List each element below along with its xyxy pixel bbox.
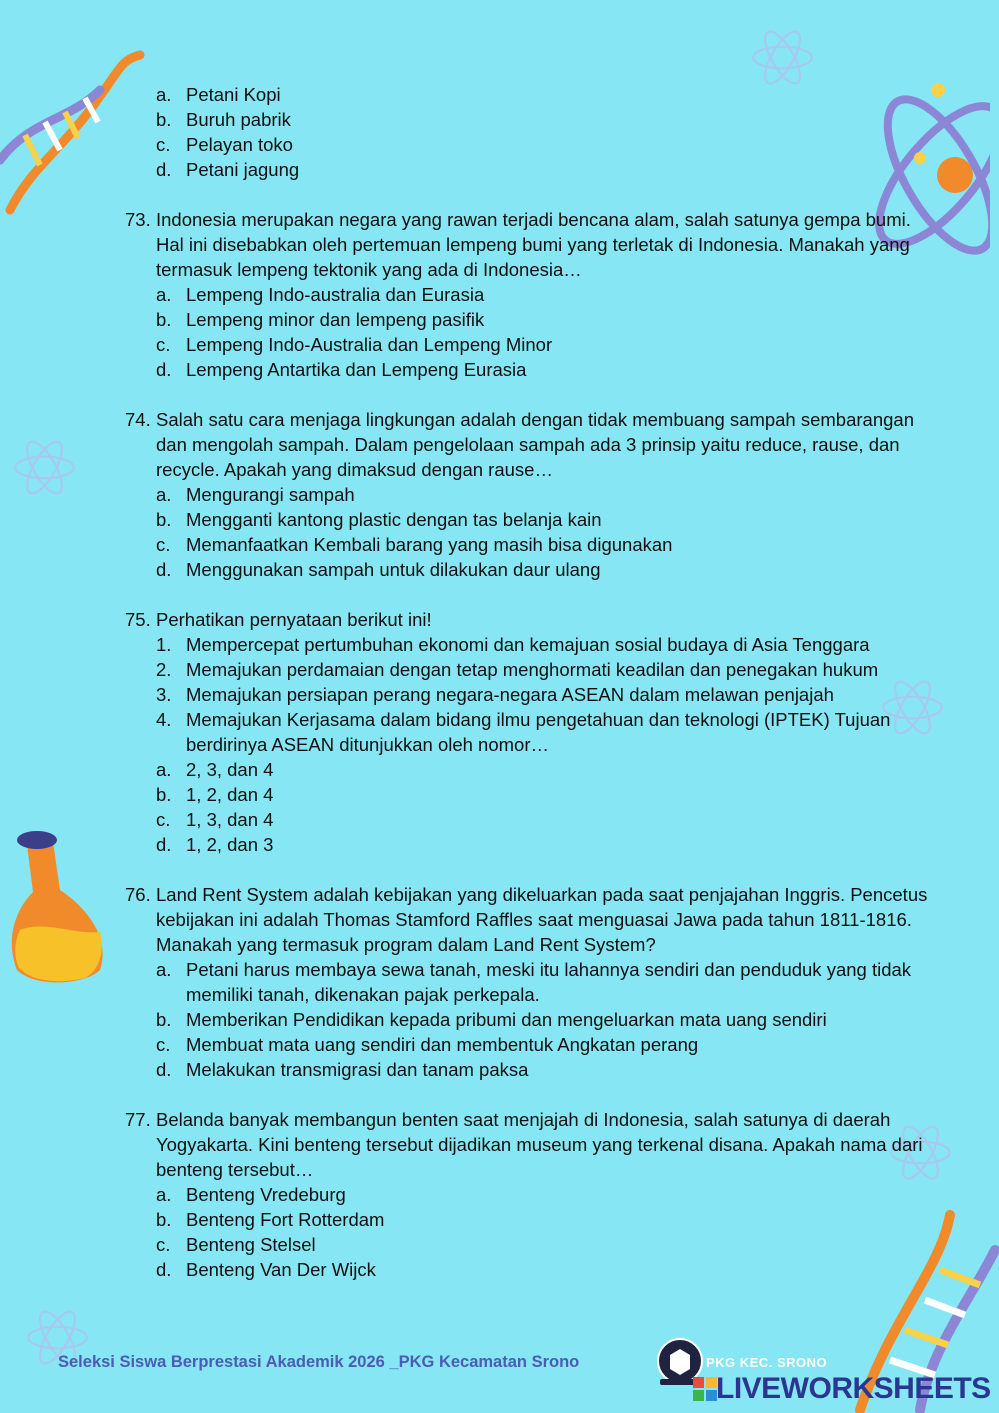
option[interactable]: a. Petani Kopi <box>156 84 281 105</box>
statement: 2. Memajukan perdamaian dengan tetap menghormati keadilan dan penegakan hukum <box>156 659 879 680</box>
option[interactable]: a. Petani harus membaya sewa tanah, meski itu lahannya sendiri dan penduduk yang tidak memiliki tanah, dikenakan pajak perkepala. <box>156 959 912 1005</box>
footer-title: Seleksi Siswa Berprestasi Akademik 2026 _PKG Kecamatan Srono <box>58 1353 580 1371</box>
option[interactable]: d. Melakukan transmigrasi dan tanam paksa <box>156 1059 529 1080</box>
option[interactable]: c. Lempeng Indo-Australia dan Lempeng Minor <box>156 334 553 355</box>
option[interactable]: d. Lempeng Antartika dan Lempeng Eurasia <box>156 359 527 380</box>
question-text: Indonesia merupakan negara yang rawan terjadi bencana alam, salah satunya gempa bumi. Hal ini disebabkan oleh pertemuan lempeng bumi yang terletak di Indonesia. Manakah yang termasuk lempeng tektonik yang ada di Indonesia… <box>156 209 911 280</box>
option[interactable]: b. 1, 2, dan 4 <box>156 784 274 805</box>
option[interactable]: c. Pelayan toko <box>156 134 293 155</box>
option[interactable]: a. Lempeng Indo-australia dan Eurasia <box>156 284 485 305</box>
question-77 <box>125 1107 935 1282</box>
option[interactable]: c. Membuat mata uang sendiri dan membentuk Angkatan perang <box>156 1034 699 1055</box>
question-number: 73. <box>125 209 151 230</box>
option[interactable]: d. Petani jagung <box>156 159 300 180</box>
question-number: 76. <box>125 884 151 905</box>
option[interactable]: b. Buruh pabrik <box>156 109 291 130</box>
brand-wordmark[interactable]: LIVEWORKSHEETS <box>716 1372 991 1405</box>
option[interactable]: b. Mengganti kantong plastic dengan tas belanja kain <box>156 509 602 530</box>
statement-list <box>156 632 935 757</box>
statement: 4. Memajukan Kerjasama dalam bidang ilmu pengetahuan dan teknologi (IPTEK) Tujuan berdirinya ASEAN ditunjukkan oleh nomor… <box>156 709 891 755</box>
flask-icon <box>5 820 110 990</box>
question-text: Belanda banyak membangun benten saat menjajah di Indonesia, salah satunya di daerah Yogyakarta. Kini benteng tersebut dijadikan museum yang terkenal disana. Apakah nama dari benteng tersebut… <box>156 1109 923 1180</box>
question-text: Land Rent System adalah kebijakan yang dikeluarkan pada saat penjajahan Inggris. Pencetus kebijakan ini adalah Thomas Stamford Raffles saat menguasai Jawa pada tahun 1811-1816. Manakah yang termasuk program dalam Land Rent System? <box>156 884 928 955</box>
option[interactable]: d. 1, 2, dan 3 <box>156 834 274 855</box>
question-74 <box>125 407 935 582</box>
liveworksheets-logo-icon <box>693 1377 717 1401</box>
worksheet-content <box>125 82 935 1282</box>
option[interactable]: b. Lempeng minor dan lempeng pasifik <box>156 309 485 330</box>
option[interactable]: c. Memanfaatkan Kembali barang yang masih bisa digunakan <box>156 534 673 555</box>
option[interactable]: d. Menggunakan sampah untuk dilakukan daur ulang <box>156 559 601 580</box>
faint-atom-icon <box>12 435 77 500</box>
question-76 <box>125 882 935 1082</box>
option[interactable]: c. 1, 3, dan 4 <box>156 809 274 830</box>
option[interactable]: a. Mengurangi sampah <box>156 484 355 505</box>
statement: 1. Mempercepat pertumbuhan ekonomi dan kemajuan sosial budaya di Asia Tenggara <box>156 634 870 655</box>
org-label: PKG KEC. SRONO <box>706 1355 828 1370</box>
question-text: Salah satu cara menjaga lingkungan adalah dengan tidak membuang sampah sembarangan dan mengolah sampah. Dalam pengelolaan sampah ada 3 prinsip yaitu reduce, rause, dan recycle. Apakah yang dimaksud dengan rause… <box>156 409 914 480</box>
question-number: 75. <box>125 609 151 630</box>
option[interactable]: b. Benteng Fort Rotterdam <box>156 1209 385 1230</box>
question-73 <box>125 207 935 382</box>
question-text: Perhatikan pernyataan berikut ini! <box>156 609 432 630</box>
option[interactable]: a. Benteng Vredeburg <box>156 1184 346 1205</box>
option[interactable]: d. Benteng Van Der Wijck <box>156 1259 376 1280</box>
option[interactable]: b. Memberikan Pendidikan kepada pribumi dan mengeluarkan mata uang sendiri <box>156 1009 827 1030</box>
option[interactable]: c. Benteng Stelsel <box>156 1234 316 1255</box>
prev-question-options <box>125 82 935 182</box>
question-number: 74. <box>125 409 151 430</box>
statement: 3. Memajukan persiapan perang negara-negara ASEAN dalam melawan penjajah <box>156 684 834 705</box>
option[interactable]: a. 2, 3, dan 4 <box>156 759 274 780</box>
question-number: 77. <box>125 1109 151 1130</box>
question-75 <box>125 607 935 857</box>
faint-atom-icon <box>750 25 815 90</box>
